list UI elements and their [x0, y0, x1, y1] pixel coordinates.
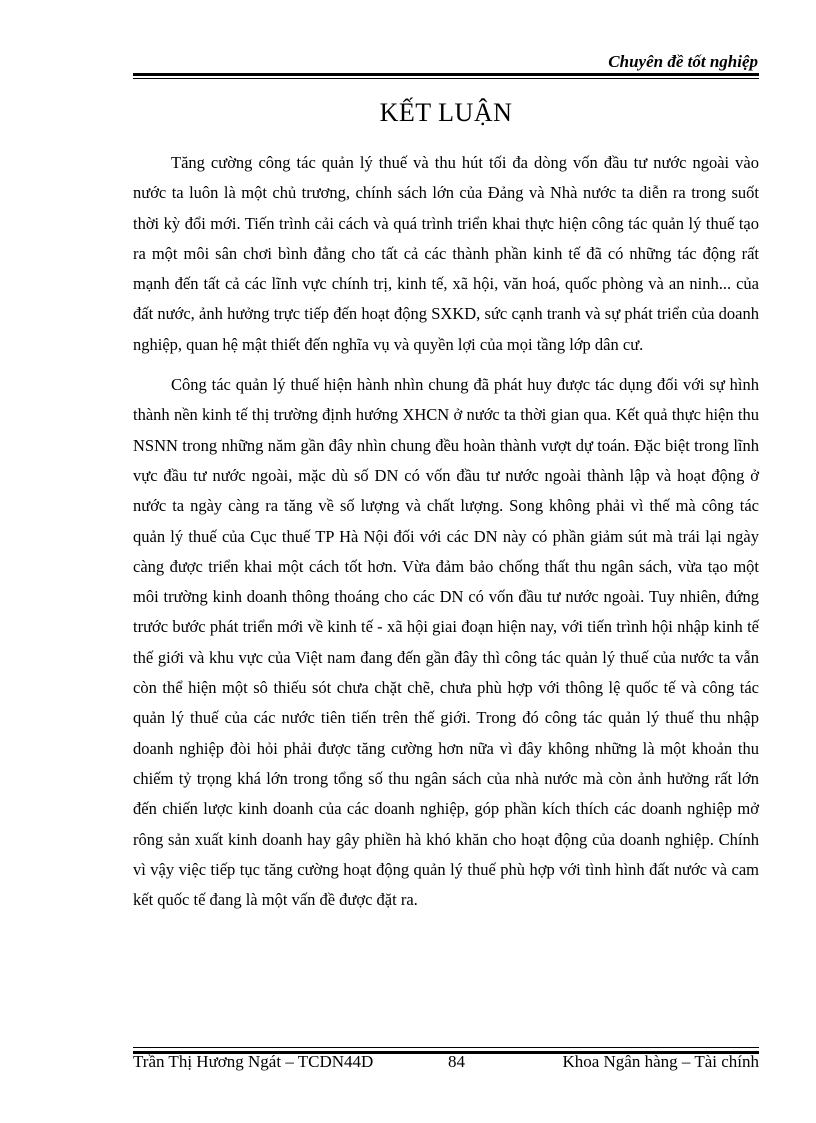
body-text: [133, 148, 759, 925]
page-title: KẾT LUẬN: [379, 98, 513, 127]
paragraph-1: Tăng cường công tác quản lý thuế và thu hút tối đa dòng vốn đầu tư nước ngoài vào nước ta luôn là một chủ trương, chính sách lớn của Đảng và Nhà nước ta diễn ra trong suốt thời kỳ đổi mới. Tiến trình cải cách và quá trình triển khai thực hiện công tác quản lý thuế tạo ra một môi sân chơi bình đẳng cho tất cả các thành phần kinh tế đã có những tác động rất mạnh đến tất cả các lĩnh vực chính trị, kinh tế, xã hội, văn hoá, quốc phòng và an ninh... của đất nước, ảnh hưởng trực tiếp đến hoạt động SXKD, sức cạnh tranh và sự phát triển của doanh nghiệp, quan hệ mật thiết đến nghĩa vụ và quyền lợi của mọi tầng lớp dân cư.: [133, 153, 759, 354]
footer-department: Khoa Ngân hàng – Tài chính: [562, 1052, 759, 1071]
header-rule-thick: [133, 73, 759, 76]
header-title: Chuyên đề tốt nghiệp: [608, 52, 758, 71]
page-footer: [133, 1052, 759, 1076]
page-number: 84: [448, 1052, 465, 1071]
header-rule-thin: [133, 78, 759, 79]
paragraph-2: Công tác quản lý thuế hiện hành nhìn chung đã phát huy được tác dụng đối với sự hình thành nền kinh tế thị trường định hướng XHCN ở nước ta thời gian qua. Kết quả thực hiện thu NSNN trong những năm gần đây nhìn chung đều hoàn thành vượt dự toán. Đặc biệt trong lĩnh vực đầu tư nước ngoài, mặc dù số DN có vốn đầu tư nước ngoài thành lập và hoạt động ở nước ta ngày càng ra tăng về số lượng và chất lượng. Song không phải vì thế mà công tác quản lý thuế của Cục thuế TP Hà Nội đối với các DN này có phần giảm sút mà trái lại ngày càng được triển khai một cách tốt hơn. Vừa đảm bảo chống thất thu ngân sách, vừa tạo một môi trường kinh doanh thông thoáng cho các DN có vốn đầu tư nước ngoài. Tuy nhiên, đứng trước bước phát triển mới về kinh tế - xã hội giai đoạn hiện nay, với tiến trình hội nhập kinh tế thế giới và khu vực của Việt nam đang đến gần đây thì công tác quản lý thuế của nước ta vẫn còn thể hiện một sô thiếu sót chưa chặt chẽ, chưa phù hợp với thông lệ quốc tế và công tác quản lý thuế của các nước tiên tiến trên thế giới. Trong đó công tác quản lý thuế thu nhập doanh nghiệp đòi hỏi phải được tăng cường hơn nữa vì đây không những là một khoản thu chiếm tỷ trọng khá lớn trong tổng số thu ngân sách của nhà nước mà còn ảnh hưởng rất lớn đến chiến lược kinh doanh của các doanh nghiệp, góp phần kích thích các doanh nghiệp mở rông sản xuất kinh doanh hay gây phiền hà khó khăn cho hoạt động của doanh nghiệp. Chính vì vậy việc tiếp tục tăng cường hoạt động quản lý thuế phù hợp với tình hình đất nước và cam kết quốc tế đang là một vấn đề được đặt ra.: [133, 375, 759, 910]
footer-rule-thin: [133, 1047, 759, 1048]
footer-author: Trần Thị Hương Ngát – TCDN44D: [133, 1052, 374, 1071]
